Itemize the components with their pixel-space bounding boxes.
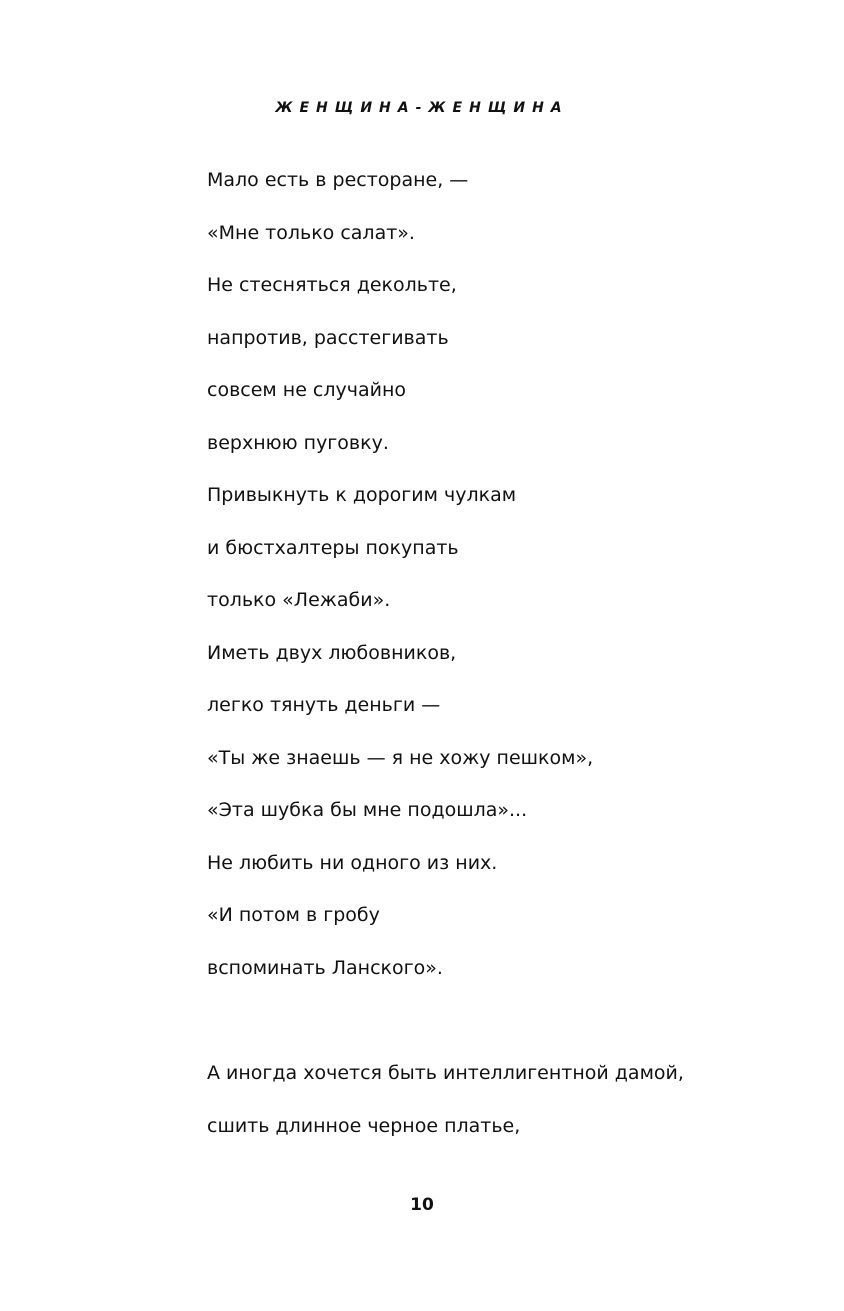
stanza-1 — [207, 167, 807, 981]
poem-line: верхнюю пуговку. — [207, 431, 389, 454]
poem-line: только «Лежаби». — [207, 589, 391, 611]
poem-line: Не стесняться декольте, — [207, 274, 457, 296]
stanza-break — [207, 1007, 807, 1060]
poem-line: «Эта шубка бы мне подошла»... — [207, 799, 528, 821]
poem-line: Иметь двух любовников, — [207, 641, 457, 664]
poem-line: напротив, расстегивать — [207, 326, 449, 349]
poem-line: и бюстхалтеры покупать — [207, 536, 459, 559]
poem-line: «Мне только салат». — [207, 221, 415, 244]
stanza-2 — [207, 1060, 807, 1139]
poem-line: «Ты же знаешь — я не хожу пешком», — [207, 746, 594, 769]
poem-line: легко тянуть деньги — — [207, 694, 441, 716]
poem-line: «И потом в гробу — [207, 904, 380, 926]
poem-line: Привыкнуть к дорогим чулкам — [207, 484, 517, 506]
running-head: ЖЕНЩИНА-ЖЕНЩИНА — [275, 100, 569, 116]
poem-line: Мало есть в ресторане, — — [207, 169, 469, 191]
page-number: 10 — [410, 1195, 434, 1215]
poem-line: сшить длинное черное платье, — [207, 1114, 521, 1137]
poem-line: А иногда хочется быть интеллигентной дамой, — [207, 1062, 684, 1084]
poem-text — [207, 167, 807, 1165]
poem-line: вспоминать Ланского». — [207, 956, 443, 979]
poem-line: совсем не случайно — [207, 379, 407, 401]
poem-line: Не любить ни одного из них. — [207, 851, 498, 874]
